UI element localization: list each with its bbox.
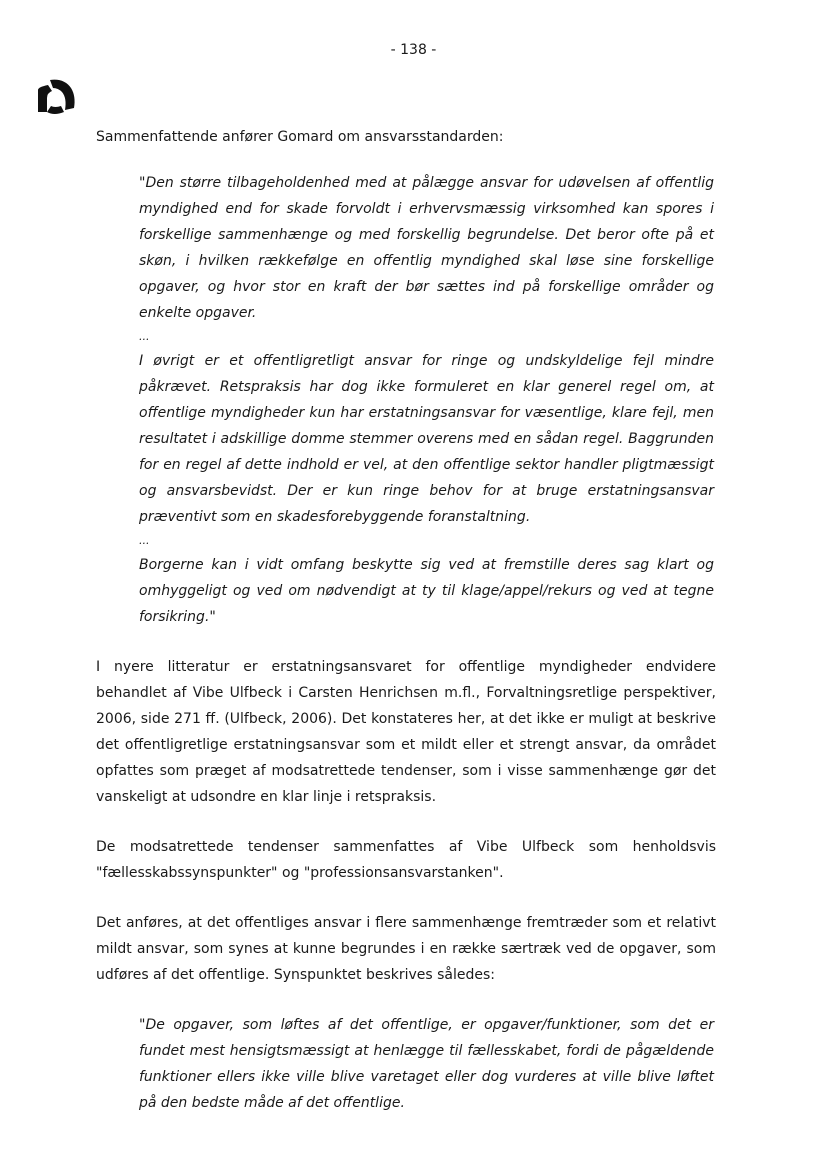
body-paragraph: I nyere litteratur er erstatningsansvaret for offentlige myndigheder endvidere behandlet af Vibe Ulfbeck i Carsten Henrichsen m.fl., Forvaltningsretlige perspektiver, 2006, side 271 ff. (Ulfbeck, 2006). Det konstateres her, at det ikke er muligt at beskrive det offentligretlige erstatningsansvar som et mildt eller et strengt ansvar, da området opfattes som præget af modsatrettede tendenser, som i visse sammenhænge gør det vanskeligt at udsondre en klar linje i retspraksis. [96,659,716,805]
block-quote-gomard [139,170,714,630]
quote-paragraph: "De opgaver, som løftes af det offentlige, er opgaver/funktioner, som det er fundet mest hensigtsmæssigt at henlægge til fællesskabet, fordi de pågældende funktioner ellers ikke ville blive varetaget eller dog vurderes at ville blive løftet på den bedste måde af det offentlige. [139,1017,714,1111]
quote-ellipsis: ... [139,534,150,547]
page-number: - 138 - [390,42,437,58]
body-paragraph: De modsatrettede tendenser sammenfattes af Vibe Ulfbeck som henholdsvis "fællesskabssynspunkter" og "professionsansvarstanken". [96,839,716,881]
quote-ellipsis: ... [139,330,150,343]
page-content [96,124,716,1116]
intro-paragraph: Sammenfattende anfører Gomard om ansvarsstandarden: [96,129,504,145]
quote-paragraph: "Den større tilbageholdenhed med at pålægge ansvar for udøvelsen af offentlig myndighed end for skade forvoldt i erhvervsmæssig virksomhed kan spores i forskellige sammenhænge og med forskellig begrundelse. Det beror ofte på et skøn, i hvilken rækkefølge en offentlig myndighed skal løse sine forskellige opgaver, og hvor stor en kraft der bør sættes ind på forskellige områder og enkelte opgaver. [139,175,714,321]
body-paragraph: Det anføres, at det offentliges ansvar i flere sammenhænge fremtræder som et relativt mildt ansvar, som synes at kunne begrundes i en række særtræk ved de opgaver, som udføres af det offentlige. Synspunktet beskrives således: [96,915,716,983]
quote-paragraph: Borgerne kan i vidt omfang beskytte sig ved at fremstille deres sag klart og omhyggeligt og ved om nødvendigt at ty til klage/appel/rekurs og ved at tegne forsikring." [139,557,714,625]
publisher-logo-icon [34,76,78,116]
block-quote-ulfbeck [139,1012,714,1116]
quote-paragraph: I øvrigt er et offentligretligt ansvar for ringe og undskyldelige fejl mindre påkrævet. Retspraksis har dog ikke formuleret en klar generel regel om, at offentlige myndigheder kun har erstatningsansvar for væsentlige, klare fejl, men resultatet i adskillige domme stemmer overens med en sådan regel. Baggrunden for en regel af dette indhold er vel, at den offentlige sektor handler pligtmæssigt og ansvarsbevidst. Der er kun ringe behov for at bruge erstatningsansvar præventivt som en skadesforebyggende foranstaltning. [139,353,714,525]
